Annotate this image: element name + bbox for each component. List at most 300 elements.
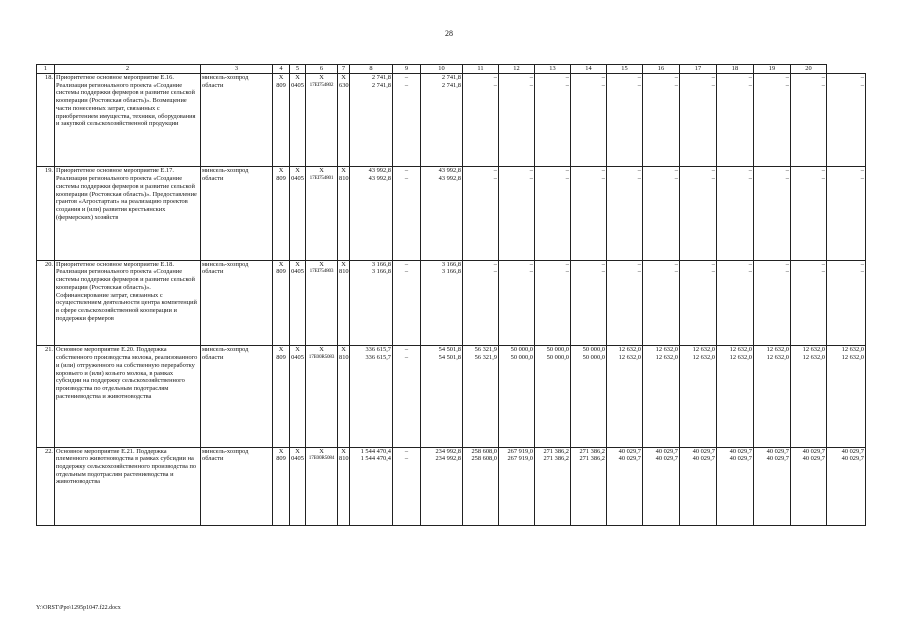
cell-col-4 xyxy=(273,346,290,447)
cell-col-12 xyxy=(499,260,535,346)
budget-code-line-value: 40 029,7 xyxy=(729,455,752,463)
total-line-value: X xyxy=(319,447,324,455)
cell-col-4 xyxy=(273,74,290,167)
cell-col-18 xyxy=(717,260,754,346)
cell-col-8 xyxy=(350,74,393,167)
cell-col-19 xyxy=(754,74,791,167)
total-line-value: 56 321,9 xyxy=(474,346,497,354)
cell-col-5 xyxy=(290,260,306,346)
budget-code-line-value: – xyxy=(674,81,678,89)
budget-code-line-value: 0405 xyxy=(291,81,304,89)
budget-code-line-value: 0405 xyxy=(291,455,304,463)
cell-col-6 xyxy=(306,260,338,346)
budget-code-line-value: 0405 xyxy=(291,175,304,183)
total-line-value: – xyxy=(711,260,715,268)
total-line-value: – xyxy=(711,74,715,81)
total-line-value: – xyxy=(404,260,409,268)
cell-col-17 xyxy=(680,260,717,346)
total-line-value: 43 992,8 xyxy=(438,167,461,175)
cell-col-13 xyxy=(535,447,571,525)
cell-col-16 xyxy=(643,260,680,346)
row-number: 19. xyxy=(37,167,55,260)
budget-code-line-value: 3 166,8 xyxy=(441,268,461,276)
total-line-value: – xyxy=(785,260,789,268)
cell-col-15 xyxy=(607,167,643,260)
column-header-15: 15 xyxy=(607,65,643,74)
total-line-value: 12 632,0 xyxy=(655,346,678,354)
cell-col-15 xyxy=(607,447,643,525)
budget-code-line-value: – xyxy=(711,268,715,276)
total-line-value: – xyxy=(529,167,533,175)
cell-col-9 xyxy=(393,346,421,447)
budget-code-line-value: – xyxy=(821,268,825,276)
cell-col-5 xyxy=(290,167,306,260)
total-line-value: X xyxy=(295,167,300,175)
measure-description xyxy=(55,447,201,525)
budget-code-line-value: 50 000,0 xyxy=(510,354,533,362)
cell-col-15 xyxy=(607,74,643,167)
budget-code-line-value: 2 741,8 xyxy=(441,81,461,89)
cell-col-13 xyxy=(535,74,571,167)
total-line-value: 40 029,7 xyxy=(766,447,789,455)
cell-col-5 xyxy=(290,447,306,525)
cell-col-21 xyxy=(827,447,866,525)
cell-col-21 xyxy=(827,346,866,447)
total-line-value: 40 029,7 xyxy=(655,447,678,455)
budget-code-line-value: – xyxy=(404,354,409,362)
measure-description-text: Приоритетное основное мероприятие Е.17. Реализация регионального проекта «Создание системы поддержки фермеров и развитие сельской кооперации (Ростовская область)». Предоставление грантов «Агростартап» на реализацию проектов создания и (или) развития крестьянских (фермерских) хозяйств xyxy=(56,167,197,221)
budget-code-line-value: 809 xyxy=(276,175,286,183)
budget-code-line-value: 12 632,0 xyxy=(841,354,864,362)
cell-col-15 xyxy=(607,260,643,346)
budget-code-line-value: 12 632,0 xyxy=(766,354,789,362)
total-line-value: – xyxy=(565,167,569,175)
cell-col-4 xyxy=(273,260,290,346)
total-line-value: 50 000,0 xyxy=(582,346,605,354)
cell-col-11 xyxy=(463,74,499,167)
cell-col-21 xyxy=(827,74,866,167)
column-header-18: 18 xyxy=(717,65,754,74)
cell-col-14 xyxy=(571,260,607,346)
total-line-value: 40 029,7 xyxy=(802,447,825,455)
total-line-value: – xyxy=(748,260,752,268)
total-line-value: 12 632,0 xyxy=(766,346,789,354)
column-header-6: 6 xyxy=(306,65,338,74)
total-line-value: – xyxy=(821,260,825,268)
total-line-value: – xyxy=(674,260,678,268)
cell-col-15 xyxy=(607,346,643,447)
cell-col-7 xyxy=(338,447,350,525)
budget-code-line-value: – xyxy=(404,268,409,276)
executor: минсель-хозпрод области xyxy=(201,74,273,167)
budget-code-line-value: – xyxy=(565,175,569,183)
total-line-value: X xyxy=(319,167,324,175)
cell-col-14 xyxy=(571,167,607,260)
total-line-value: – xyxy=(637,167,641,175)
total-line-value: 12 632,0 xyxy=(618,346,641,354)
total-line-value: – xyxy=(821,74,825,81)
table-row xyxy=(37,167,866,260)
budget-code-line-value: 12 632,0 xyxy=(655,354,678,362)
cell-col-16 xyxy=(643,447,680,525)
total-line-value: 12 632,0 xyxy=(692,346,715,354)
total-line-value: – xyxy=(493,167,497,175)
total-line-value: – xyxy=(748,167,752,175)
total-line-value: 2 741,8 xyxy=(441,74,461,81)
budget-code-line-value: – xyxy=(711,175,715,183)
budget-code-line-value: – xyxy=(748,81,752,89)
total-line-value: – xyxy=(493,74,497,81)
cell-col-16 xyxy=(643,74,680,167)
budget-code-line-value: 809 xyxy=(276,354,286,362)
total-line-value: – xyxy=(637,74,641,81)
budget-code-line-value: 40 029,7 xyxy=(766,455,789,463)
column-header-1: 1 xyxy=(37,65,55,74)
executor: минсель-хозпрод области xyxy=(201,260,273,346)
budget-code-line-value: 810 xyxy=(339,354,349,362)
column-header-16: 16 xyxy=(643,65,680,74)
cell-col-18 xyxy=(717,447,754,525)
budget-code-line-value: – xyxy=(711,81,715,89)
budget-code-line-value: 40 029,7 xyxy=(655,455,678,463)
budget-code-line-value: 3 166,8 xyxy=(371,268,391,276)
budget-code-line-value: 12 632,0 xyxy=(618,354,641,362)
table-row xyxy=(37,74,866,167)
cell-col-9 xyxy=(393,167,421,260)
measure-description-text: Приоритетное основное мероприятие Е.16. Реализация регионального проекта «Создание системы поддержки фермеров и развитие сельской кооперации (Ростовская область)». Возмещение части понесенных затрат, связанных с приобретением имущества, техники, оборудования и закупкой сельскохозяйственной продукции xyxy=(56,74,196,128)
table-row xyxy=(37,260,866,346)
budget-code-line-value: 43 992,8 xyxy=(368,175,391,183)
budget-code-line-value: 2 741,8 xyxy=(371,81,391,89)
budget-code-line-value: – xyxy=(493,81,497,89)
cell-col-18 xyxy=(717,74,754,167)
cell-col-13 xyxy=(535,346,571,447)
column-header-3: 3 xyxy=(201,65,273,74)
budget-code-line-value: 810 xyxy=(339,268,349,276)
total-line-value: – xyxy=(529,74,533,81)
budget-code-line-value: 40 029,7 xyxy=(802,455,825,463)
executor: минсель-хозпрод области xyxy=(201,447,273,525)
total-line-value: – xyxy=(404,74,409,81)
column-header-5: 5 xyxy=(290,65,306,74)
cell-col-7 xyxy=(338,260,350,346)
cell-col-20 xyxy=(791,167,827,260)
total-line-value: – xyxy=(711,167,715,175)
budget-code-line-value: 40 029,7 xyxy=(841,455,864,463)
budget-code-line-value: 56 321,9 xyxy=(474,354,497,362)
total-line-value: 271 386,2 xyxy=(579,447,605,455)
cell-col-20 xyxy=(791,260,827,346)
budget-code-line-value: 336 615,7 xyxy=(365,354,391,362)
total-line-value: 12 632,0 xyxy=(729,346,752,354)
cell-col-6 xyxy=(306,346,338,447)
total-line-value: 12 632,0 xyxy=(802,346,825,354)
budget-code-line-value: 271 386,2 xyxy=(579,455,605,463)
total-line-value: 1 544 470,4 xyxy=(360,447,391,455)
total-line-value: – xyxy=(404,346,409,354)
measure-description-text: Основное мероприятие Е.21. Поддержка племенного животноводства в рамках субсидии на поддержку сельскохозяйственного производства по отдельным подотраслям растениеводства и животноводства xyxy=(56,447,197,486)
column-header-10: 10 xyxy=(421,65,463,74)
cell-col-18 xyxy=(717,346,754,447)
cell-col-13 xyxy=(535,167,571,260)
cell-col-14 xyxy=(571,346,607,447)
total-line-value: – xyxy=(493,260,497,268)
budget-code-line-value: – xyxy=(565,268,569,276)
budget-code-line-value: – xyxy=(493,268,497,276)
cell-col-6 xyxy=(306,74,338,167)
budget-code-line-value: 809 xyxy=(276,268,286,276)
cell-col-7 xyxy=(338,167,350,260)
total-line-value: – xyxy=(748,74,752,81)
total-line-value: 50 000,0 xyxy=(546,346,569,354)
budget-code-line-value: – xyxy=(529,268,533,276)
cell-col-16 xyxy=(643,167,680,260)
column-header-12: 12 xyxy=(499,65,535,74)
total-line-value: – xyxy=(860,260,864,268)
total-line-value: X xyxy=(278,447,284,455)
total-line-value: 3 166,8 xyxy=(441,260,461,268)
header-row xyxy=(37,65,866,74)
total-line-value: X xyxy=(319,260,324,268)
total-line-value: X xyxy=(295,447,300,455)
total-line-value: – xyxy=(601,167,605,175)
cell-col-17 xyxy=(680,167,717,260)
cell-col-19 xyxy=(754,260,791,346)
budget-code-line-value: – xyxy=(637,268,641,276)
total-line-value: 234 992,8 xyxy=(435,447,461,455)
cell-col-13 xyxy=(535,260,571,346)
cell-col-4 xyxy=(273,167,290,260)
cell-col-20 xyxy=(791,447,827,525)
total-line-value: 40 029,7 xyxy=(729,447,752,455)
total-line-value: 3 166,8 xyxy=(371,260,391,268)
budget-code-line-value: 17ЕI754803 xyxy=(309,268,334,275)
cell-col-19 xyxy=(754,447,791,525)
cell-col-12 xyxy=(499,447,535,525)
total-line-value: – xyxy=(785,167,789,175)
cell-col-8 xyxy=(350,346,393,447)
measure-description xyxy=(55,260,201,346)
total-line-value: 336 615,7 xyxy=(365,346,391,354)
budget-code-line-value: 1 544 470,4 xyxy=(360,455,391,463)
budget-code-line-value: – xyxy=(748,268,752,276)
budget-code-line-value: 12 632,0 xyxy=(692,354,715,362)
executor: минсель-хозпрод области xyxy=(201,346,273,447)
cell-col-21 xyxy=(827,167,866,260)
budget-code-line-value: – xyxy=(565,81,569,89)
cell-col-6 xyxy=(306,447,338,525)
budget-code-line-value: 810 xyxy=(339,455,349,463)
total-line-value: X xyxy=(278,74,284,81)
budget-code-line-value: 40 029,7 xyxy=(692,455,715,463)
budget-code-line-value: – xyxy=(860,268,864,276)
budget-code-line-value: – xyxy=(674,268,678,276)
total-line-value: X xyxy=(278,167,284,175)
cell-col-20 xyxy=(791,346,827,447)
total-line-value: – xyxy=(674,74,678,81)
total-line-value: – xyxy=(404,167,409,175)
cell-col-8 xyxy=(350,260,393,346)
column-header-20: 20 xyxy=(791,65,827,74)
total-line-value: 40 029,7 xyxy=(618,447,641,455)
budget-code-line-value: – xyxy=(785,268,789,276)
cell-col-5 xyxy=(290,346,306,447)
column-header-7: 7 xyxy=(338,65,350,74)
budget-code-line-value: 17Е00R5084 xyxy=(308,455,335,462)
cell-col-7 xyxy=(338,346,350,447)
measure-description-text: Основное мероприятие Е.20. Поддержка собственного производства молока, реализованного и (или) отгруженного на собственную переработку коровьего и (или) козьего молока, в рамках субсидии на поддержку сельскохозяйственного производства по отдельным подотраслям растениеводства и животноводства xyxy=(56,346,198,400)
budget-code-line-value: 234 992,8 xyxy=(435,455,461,463)
column-header-8: 8 xyxy=(350,65,393,74)
total-line-value: 271 386,2 xyxy=(543,447,569,455)
total-line-value: – xyxy=(529,260,533,268)
row-number: 18. xyxy=(37,74,55,167)
budget-code-line-value: – xyxy=(404,81,409,89)
cell-col-9 xyxy=(393,260,421,346)
total-line-value: 258 608,0 xyxy=(471,447,497,455)
cell-col-6 xyxy=(306,167,338,260)
measure-description xyxy=(55,167,201,260)
total-line-value: X xyxy=(295,260,300,268)
column-header-17: 17 xyxy=(680,65,717,74)
total-line-value: X xyxy=(319,74,324,81)
budget-code-line-value: 809 xyxy=(276,455,286,463)
cell-col-14 xyxy=(571,74,607,167)
cell-col-8 xyxy=(350,447,393,525)
cell-col-4 xyxy=(273,447,290,525)
budget-code-line-value: 12 632,0 xyxy=(729,354,752,362)
budget-code-line-value: – xyxy=(404,175,409,183)
budget-code-line-value: 40 029,7 xyxy=(618,455,641,463)
budget-code-line-value: 50 000,0 xyxy=(546,354,569,362)
column-header-2: 2 xyxy=(55,65,201,74)
cell-col-17 xyxy=(680,447,717,525)
total-line-value: X xyxy=(295,346,300,354)
budget-code-line-value: – xyxy=(821,81,825,89)
table-row xyxy=(37,447,866,525)
total-line-value: 12 632,0 xyxy=(841,346,864,354)
budget-code-line-value: 267 919,0 xyxy=(507,455,533,463)
total-line-value: 2 741,8 xyxy=(371,74,391,81)
column-header-13: 13 xyxy=(535,65,571,74)
total-line-value: – xyxy=(674,167,678,175)
total-line-value: – xyxy=(860,167,864,175)
budget-code-line-value: 630 xyxy=(339,81,349,89)
total-line-value: X xyxy=(341,447,346,455)
budget-code-line-value: – xyxy=(748,175,752,183)
column-header-19: 19 xyxy=(754,65,791,74)
cell-col-9 xyxy=(393,74,421,167)
row-number: 21. xyxy=(37,346,55,447)
total-line-value: – xyxy=(860,74,864,81)
table-row xyxy=(37,346,866,447)
footer-path: Y:\ORST\Ppo\1295p1047.f22.docx xyxy=(36,605,121,611)
budget-code-line-value: 17ЕI754802 xyxy=(309,81,334,88)
cell-col-10 xyxy=(421,447,463,525)
budget-code-line-value: – xyxy=(637,81,641,89)
cell-col-12 xyxy=(499,346,535,447)
cell-col-8 xyxy=(350,167,393,260)
budget-code-line-value: – xyxy=(601,81,605,89)
table-body xyxy=(37,65,866,526)
cell-col-18 xyxy=(717,167,754,260)
cell-col-10 xyxy=(421,260,463,346)
measure-description-text: Приоритетное основное мероприятие Е.18. Реализация регионального проекта «Создание системы поддержки фермеров и развитие сельской кооперации (Ростовская область)». Софинансирование затрат, связанных с осуществлением деятельности центра компетенций в сфере сельскохозяйственной кооперации и поддержки фермеров xyxy=(56,260,197,322)
total-line-value: X xyxy=(278,260,284,268)
budget-code-line-value: – xyxy=(637,175,641,183)
total-line-value: 54 501,8 xyxy=(438,346,461,354)
budget-code-line-value: – xyxy=(529,175,533,183)
budget-code-line-value: – xyxy=(785,81,789,89)
page-number: 28 xyxy=(445,29,453,38)
column-header-4: 4 xyxy=(273,65,290,74)
budget-code-line-value: – xyxy=(674,175,678,183)
total-line-value: – xyxy=(565,74,569,81)
cell-col-10 xyxy=(421,346,463,447)
total-line-value: X xyxy=(341,260,346,268)
budget-table xyxy=(36,64,866,526)
total-line-value: X xyxy=(278,346,284,354)
total-line-value: 40 029,7 xyxy=(692,447,715,455)
cell-col-5 xyxy=(290,74,306,167)
row-number: 22. xyxy=(37,447,55,525)
total-line-value: 267 919,0 xyxy=(507,447,533,455)
total-line-value: X xyxy=(319,346,324,354)
budget-code-line-value: – xyxy=(785,175,789,183)
cell-col-11 xyxy=(463,260,499,346)
budget-code-line-value: 271 386,2 xyxy=(543,455,569,463)
budget-code-line-value: 50 000,0 xyxy=(582,354,605,362)
budget-code-line-value: 809 xyxy=(276,81,286,89)
budget-code-line-value: – xyxy=(860,81,864,89)
budget-code-line-value: 810 xyxy=(339,175,349,183)
total-line-value: – xyxy=(821,167,825,175)
cell-col-17 xyxy=(680,74,717,167)
cell-col-12 xyxy=(499,74,535,167)
total-line-value: – xyxy=(404,447,409,455)
measure-description xyxy=(55,74,201,167)
budget-code-line-value: 12 632,0 xyxy=(802,354,825,362)
budget-code-line-value: 17Е00R5083 xyxy=(308,354,335,361)
budget-code-line-value: 43 992,8 xyxy=(438,175,461,183)
budget-code-line-value: – xyxy=(404,455,409,463)
column-header-9: 9 xyxy=(393,65,421,74)
total-line-value: 50 000,0 xyxy=(510,346,533,354)
total-line-value: – xyxy=(637,260,641,268)
budget-code-line-value: 258 608,0 xyxy=(471,455,497,463)
budget-code-line-value: – xyxy=(529,81,533,89)
total-line-value: – xyxy=(785,74,789,81)
total-line-value: X xyxy=(341,346,346,354)
total-line-value: X xyxy=(341,74,346,81)
cell-col-14 xyxy=(571,447,607,525)
total-line-value: X xyxy=(341,167,346,175)
budget-code-line-value: – xyxy=(821,175,825,183)
cell-col-19 xyxy=(754,346,791,447)
budget-code-line-value: 0405 xyxy=(291,354,304,362)
budget-code-line-value: 54 501,8 xyxy=(438,354,461,362)
total-line-value: 40 029,7 xyxy=(841,447,864,455)
total-line-value: – xyxy=(601,260,605,268)
total-line-value: – xyxy=(601,74,605,81)
budget-code-line-value: – xyxy=(493,175,497,183)
cell-col-12 xyxy=(499,167,535,260)
cell-col-19 xyxy=(754,167,791,260)
cell-col-11 xyxy=(463,447,499,525)
cell-col-21 xyxy=(827,260,866,346)
cell-col-10 xyxy=(421,167,463,260)
cell-col-20 xyxy=(791,74,827,167)
